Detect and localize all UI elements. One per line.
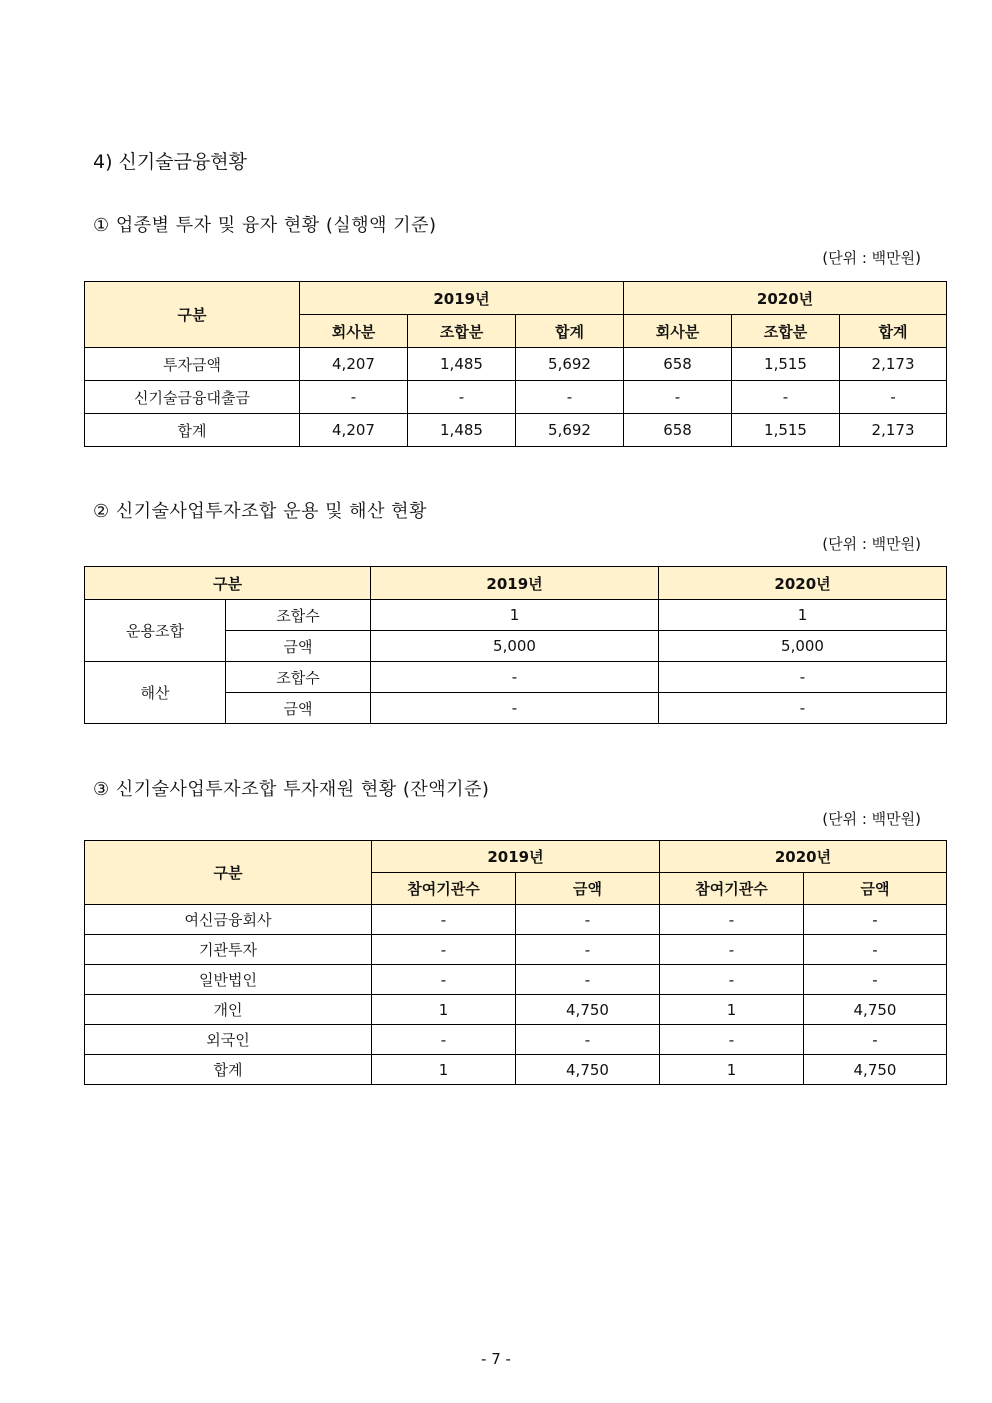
header-year-2019: 2019년	[371, 567, 659, 600]
fund-resources-table	[84, 840, 947, 1085]
page-number: - 7 -	[481, 1350, 511, 1368]
cell: 1	[659, 600, 947, 631]
header-year-2020: 2020년	[624, 282, 947, 315]
cell: 5,000	[371, 631, 659, 662]
row-label: 조합수	[226, 600, 371, 631]
cell: 1	[371, 600, 659, 631]
cell: 4,750	[804, 995, 947, 1025]
cell: -	[372, 965, 516, 995]
cell: -	[408, 381, 516, 414]
row-label: 기관투자	[85, 935, 372, 965]
header-category: 구분	[85, 567, 371, 600]
cell: -	[840, 381, 947, 414]
subheader: 금액	[804, 873, 947, 905]
cell: -	[372, 935, 516, 965]
cell: 5,692	[516, 348, 624, 381]
cell: -	[804, 1025, 947, 1055]
header-year-2020: 2020년	[660, 841, 947, 873]
subheader: 참여기관수	[372, 873, 516, 905]
row-label: 여신금융회사	[85, 905, 372, 935]
header-year-2020: 2020년	[659, 567, 947, 600]
subheader: 합계	[516, 315, 624, 348]
header-category: 구분	[85, 282, 300, 348]
row-label: 외국인	[85, 1025, 372, 1055]
table1-unit-label: (단위 : 백만원)	[822, 249, 921, 267]
cell: -	[300, 381, 408, 414]
table-row	[85, 662, 947, 693]
table-row	[85, 1025, 947, 1055]
cell: 1,515	[732, 348, 840, 381]
cell: 5,692	[516, 414, 624, 447]
cell: 5,000	[659, 631, 947, 662]
row-label: 합계	[85, 1055, 372, 1085]
fund-operation-table	[84, 566, 947, 724]
row-label: 조합수	[226, 662, 371, 693]
subheader: 참여기관수	[660, 873, 804, 905]
cell: 4,750	[516, 995, 660, 1025]
table3-unit-label: (단위 : 백만원)	[822, 810, 921, 828]
table-row	[85, 348, 947, 381]
cell: -	[660, 905, 804, 935]
cell: 4,207	[300, 414, 408, 447]
cell: -	[371, 693, 659, 724]
cell: 1	[660, 1055, 804, 1085]
cell: -	[804, 905, 947, 935]
cell: -	[371, 662, 659, 693]
subheader: 조합분	[732, 315, 840, 348]
table2-title: ② 신기술사업투자조합 운용 및 해산 현황	[93, 501, 427, 522]
table-row	[85, 1055, 947, 1085]
cell: 1,485	[408, 348, 516, 381]
cell: -	[624, 381, 732, 414]
header-year-2019: 2019년	[300, 282, 624, 315]
cell: -	[804, 935, 947, 965]
cell: -	[804, 965, 947, 995]
cell: -	[659, 693, 947, 724]
subheader: 합계	[840, 315, 947, 348]
table-row	[85, 600, 947, 631]
cell: -	[659, 662, 947, 693]
subheader: 금액	[516, 873, 660, 905]
cell: 4,207	[300, 348, 408, 381]
cell: -	[516, 381, 624, 414]
group-label: 해산	[85, 662, 226, 724]
cell: -	[516, 1025, 660, 1055]
cell: -	[660, 935, 804, 965]
table2-unit-label: (단위 : 백만원)	[822, 535, 921, 553]
table3-title: ③ 신기술사업투자조합 투자재원 현황 (잔액기준)	[93, 779, 490, 800]
cell: -	[372, 905, 516, 935]
header-year-2019: 2019년	[372, 841, 660, 873]
cell: -	[516, 935, 660, 965]
row-label: 개인	[85, 995, 372, 1025]
table-row	[85, 995, 947, 1025]
row-label: 일반법인	[85, 965, 372, 995]
table1-title: ① 업종별 투자 및 융자 현황 (실행액 기준)	[93, 215, 437, 236]
investment-loan-table	[84, 281, 947, 447]
table-row	[85, 381, 947, 414]
subheader: 회사분	[300, 315, 408, 348]
cell: 1,515	[732, 414, 840, 447]
cell: -	[372, 1025, 516, 1055]
cell: 658	[624, 348, 732, 381]
cell: 658	[624, 414, 732, 447]
row-label: 합계	[85, 414, 300, 447]
row-label: 금액	[226, 631, 371, 662]
cell: 4,750	[516, 1055, 660, 1085]
section-heading: 4) 신기술금융현황	[93, 151, 248, 173]
group-label: 운용조합	[85, 600, 226, 662]
cell: -	[516, 965, 660, 995]
cell: 2,173	[840, 414, 947, 447]
row-label: 금액	[226, 693, 371, 724]
cell: 1,485	[408, 414, 516, 447]
row-label: 신기술금융대출금	[85, 381, 300, 414]
subheader: 회사분	[624, 315, 732, 348]
cell: 1	[660, 995, 804, 1025]
table-row	[85, 965, 947, 995]
cell: 4,750	[804, 1055, 947, 1085]
subheader: 조합분	[408, 315, 516, 348]
cell: -	[660, 1025, 804, 1055]
cell: -	[660, 965, 804, 995]
cell: -	[732, 381, 840, 414]
cell: 1	[372, 995, 516, 1025]
table-row	[85, 935, 947, 965]
table-row	[85, 905, 947, 935]
cell: -	[516, 905, 660, 935]
table-row	[85, 414, 947, 447]
cell: 2,173	[840, 348, 947, 381]
header-category: 구분	[85, 841, 372, 905]
cell: 1	[372, 1055, 516, 1085]
row-label: 투자금액	[85, 348, 300, 381]
